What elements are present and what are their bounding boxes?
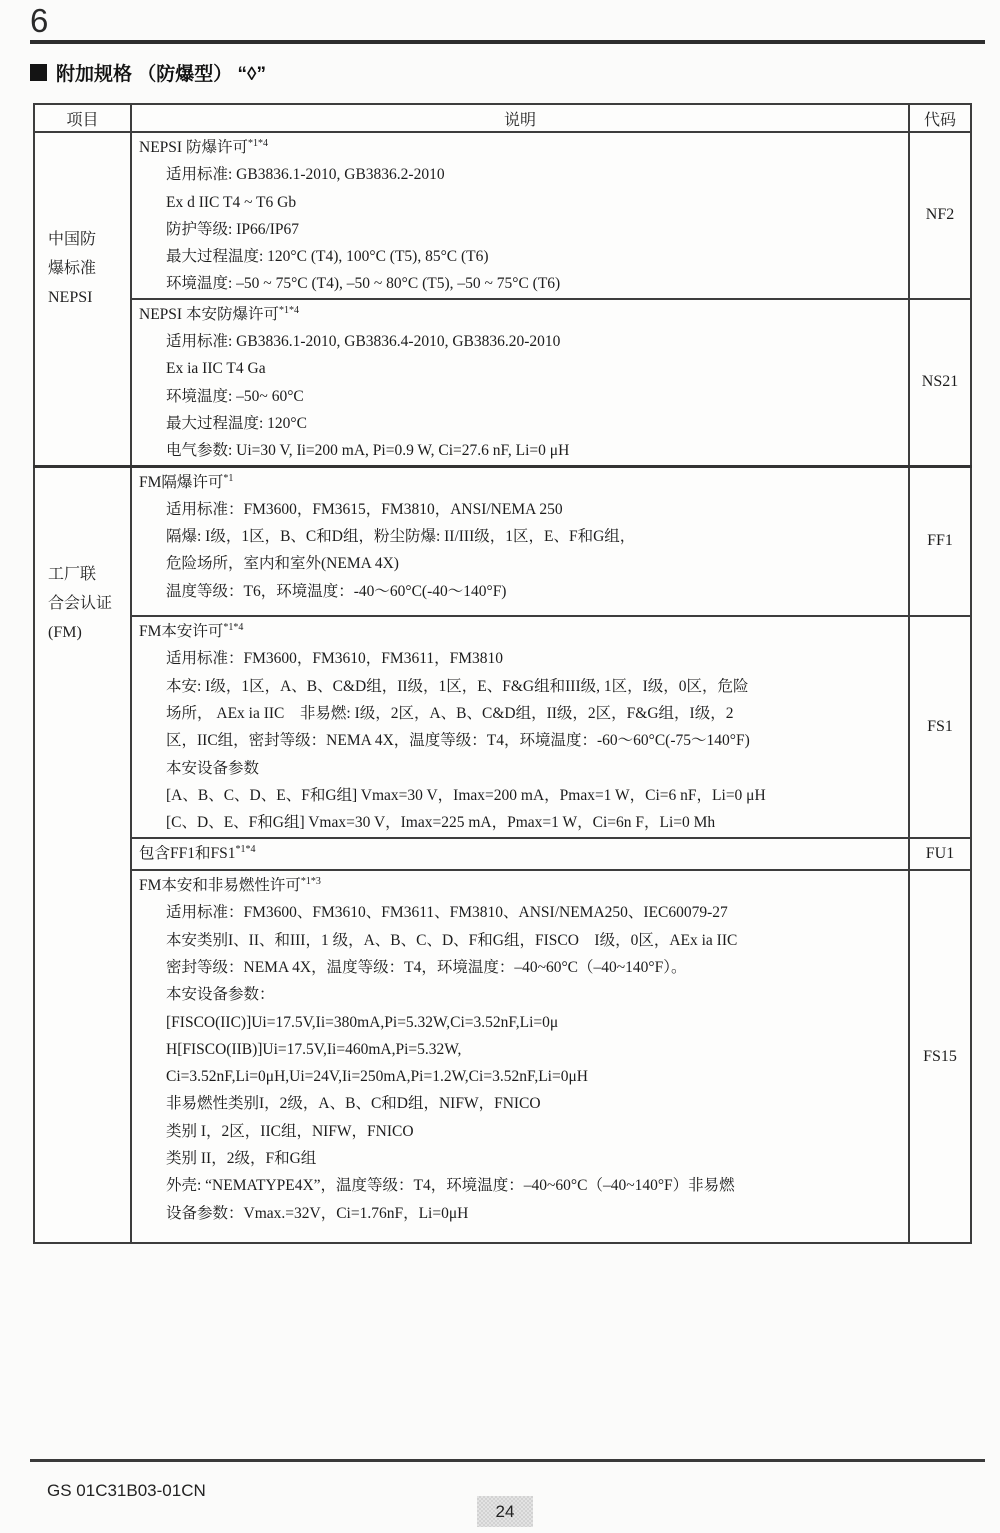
item-group-label-line: 合会认证 [48,594,113,612]
spec-line: 类别 I，2区，IIC组，NIFW，FNICO [166,1122,414,1140]
section-title-text: 附加规格 （防爆型） “◊” [56,64,266,85]
table-row-fs15 [34,870,971,1243]
page-top-number: 6 [30,2,49,39]
spec-line: 最大过程温度: 120°C [166,414,307,432]
spec-line: [A、B、C、D、E、F和G组] Vmax=30 V，Imax=200 mA，Pmax=1 W，Ci=6 nF，Li=0 μH [166,786,766,804]
spec-line: 本安设备参数 [166,759,260,777]
column-header-item: 项目 [34,104,131,132]
item-group-label-line: 中国防 [48,231,97,248]
code-cell: NS21 [909,299,971,466]
spec-line: FM本安许可$^{*1*4}$ [139,621,244,641]
footnote-superscript: *1*4 [247,137,268,149]
spec-line: Ex d IIC T4 ~ T6 Gb [166,193,297,211]
spec-line: 区，IIC组，密封等级：NEMA 4X，温度等级：T4，环境温度：-60～60°C(-75～140°F) [166,732,750,750]
footnote-superscript: *1*4 [223,621,244,633]
footer-horizontal-rule [30,1459,985,1462]
spec-line: 适用标准：FM3600、FM3610、FM3611、FM3810、ANSI/NEMA250、IEC60079-27 [166,904,728,922]
spec-line: 适用标准: GB3836.1-2010, GB3836.4-2010, GB3836.20-2010 [166,333,561,351]
table-row-fu1 [34,838,971,870]
spec-line: 适用标准: GB3836.1-2010, GB3836.2-2010 [166,166,445,184]
code-cell: FS1 [909,616,971,838]
spec-line: 非易燃性类别I，2级，A、B、C和D组，NIFW，FNICO [166,1095,541,1113]
item-group-label-line: NEPSI [48,289,93,306]
section-square-icon [30,64,47,81]
spec-line: 危险场所，室内和室外(NEMA 4X) [166,555,399,573]
description-cell [131,616,909,838]
item-group-label [34,466,131,1243]
spec-line: 密封等级：NEMA 4X，温度等级：T4，环境温度：–40~60°C（–40~140°F）。 [166,958,687,976]
description-cell [131,870,909,1243]
spec-line: 本安设备参数： [166,986,275,1004]
description-cell [131,838,909,870]
column-header-code: 代码 [909,104,971,132]
footnote-superscript: *1*4 [278,304,299,316]
spec-line: NEPSI 防爆许可$^{*1*4}$ [139,137,268,156]
section-title [30,59,266,86]
spec-line: FM隔爆许可$^{*1}$ [139,472,234,491]
spec-line: 场所， AEx ia IIC 非易燃: I级，2区，A、B、C&D组，II级，2区，F&G组，I级，2 [166,704,734,722]
item-group-label-line: 工厂联 [48,565,97,583]
footnote-superscript: *1*3 [300,875,321,887]
code-cell: FF1 [909,466,971,616]
spec-line: 隔爆: I级，1区，B、C和D组，粉尘防爆: II/III级，1区，E、F和G组， [166,528,636,546]
spec-line: [C、D、E、F和G组] Vmax=30 V，Imax=225 mA，Pmax=1 W，Ci=6n F，Li=0 Mh [166,814,716,832]
table-row-ns21 [34,299,971,466]
item-group-label-line: 爆标准 [48,260,97,277]
spec-line: 类别 II，2级，F和G组 [166,1150,317,1168]
description-cell [131,132,909,299]
code-cell: FS15 [909,870,971,1243]
top-horizontal-rule [30,40,985,44]
spec-line: NEPSI 本安防爆许可$^{*1*4}$ [139,304,299,323]
spec-line: 适用标准：FM3600，FM3615，FM3810，ANSI/NEMA 250 [166,500,563,518]
spec-line: 适用标准：FM3600，FM3610，FM3611，FM3810 [166,650,504,668]
spec-line: 最大过程温度: 120°C (T4), 100°C (T5), 85°C (T6) [166,248,489,266]
spec-line: 电气参数: Ui=30 V, Ii=200 mA, Pi=0.9 W, Ci=27.6 nF, Li=0 μH [166,442,570,460]
table-row-fs1 [34,616,971,838]
spec-line: 设备参数：Vmax.=32V，Ci=1.76nF，Li=0μH [166,1204,469,1222]
description-cell [131,466,909,616]
spec-line: 环境温度: –50 ~ 75°C (T4), –50 ~ 80°C (T5), –50 ~ 75°C (T6) [166,275,561,293]
code-cell: FU1 [909,838,971,870]
spec-line: [FISCO(IIC)]Ui=17.5V,Ii=380mA,Pi=5.32W,Ci=3.52nF,Li=0μ [166,1013,559,1031]
item-group-label [34,132,131,466]
table-row-nf2 [34,132,971,299]
spec-line: Ci=3.52nF,Li=0μH,Ui=24V,Ii=250mA,Pi=1.2W,Ci=3.52nF,Li=0μH [166,1068,588,1086]
table-header-row [34,104,971,132]
footnote-superscript: *1 [223,472,234,484]
spec-line: H[FISCO(IIB)]Ui=17.5V,Ii=460mA,Pi=5.32W, [166,1040,462,1058]
footnote-superscript: *1*4 [235,843,256,855]
spec-line: 温度等级：T6，环境温度：-40～60°C(-40～140°F) [166,582,507,600]
specification-table [33,103,972,1244]
spec-line: 外壳: “NEMATYPE4X”，温度等级：T4，环境温度：–40~60°C（–40~140°F）非易燃 [166,1177,735,1195]
spec-line: 本安类别I、II、和III，1 级，A、B、C、D、F和G组，FISCO I级，0区，AEx ia IIC [166,931,738,949]
spec-table-body [34,132,971,1243]
code-cell: NF2 [909,132,971,299]
description-cell [131,299,909,466]
spec-line: 本安: I级，1区，A、B、C&D组，II级，1区，E、F&G组和III级, 1区，I级，0区，危险 [166,677,749,695]
spec-line: FM本安和非易燃性许可$^{*1*3}$ [139,875,321,895]
spec-line: 环境温度: –50~ 60°C [166,387,304,405]
table-row-ff1 [34,466,971,616]
item-group-label-line: (FM) [48,623,82,641]
spec-line: 包含FF1和$FS1^{*1*4}$ [139,843,256,863]
column-header-description: 说明 [131,104,909,132]
spec-line: Ex ia IIC T4 Ga [166,360,266,378]
spec-line: 防护等级: IP66/IP67 [166,220,300,238]
footer-page-number: 24 [477,1496,533,1527]
footer-document-id: GS 01C31B03-01CN [47,1481,206,1500]
